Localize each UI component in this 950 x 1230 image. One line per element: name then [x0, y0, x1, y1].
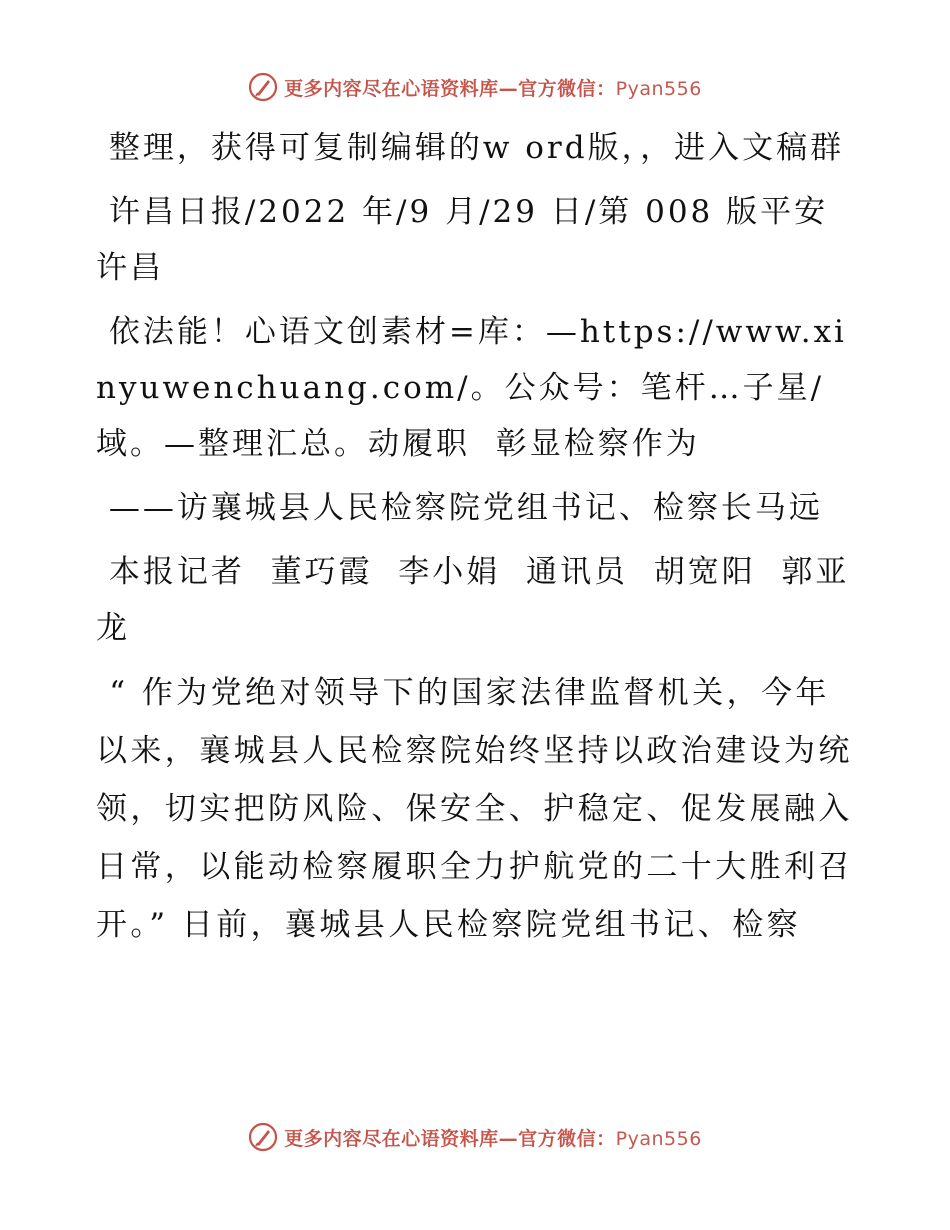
body-paragraph: “ 作为党绝对领导下的国家法律监督机关，今年以来，襄城县人民检察院始终坚持以政治建设为统领，切实把防风险、保安全、护稳定、促发展融入日常，以能动检察履职全力护航党的二十大胜利召开。” 日前，襄城县人民检察院党组书记、检察	[96, 675, 853, 943]
article-subtitle: ——访襄城县人民检察院党组书记、检察长马远	[96, 490, 823, 526]
byline: 本报记者 董巧霞 李小娟 通讯员 胡宽阳 郭亚龙	[96, 554, 850, 646]
document-body	[96, 120, 856, 964]
header-watermark	[0, 72, 950, 102]
watermark-text: 更多内容尽在心语资料库—官方微信：Pyan556	[284, 77, 702, 100]
watermark-text: 更多内容尽在心语资料库—官方微信：Pyan556	[284, 1127, 702, 1150]
footer-watermark	[0, 1122, 950, 1152]
article-title: 依法能！心语文创素材=库：—https://www.xinyuwenchuang.com/。公众号：笔杆…子星/域。—整理汇总。动履职 彰显检察作为	[96, 314, 847, 462]
intro-line: 整理，获得可复制编辑的w ord版，，进入文稿群	[96, 130, 845, 166]
quill-logo-icon	[248, 72, 278, 102]
quill-logo-icon	[248, 1122, 278, 1152]
source-line: 许昌日报/2022 年/9 月/29 日/第 008 版平安许昌	[96, 194, 829, 286]
